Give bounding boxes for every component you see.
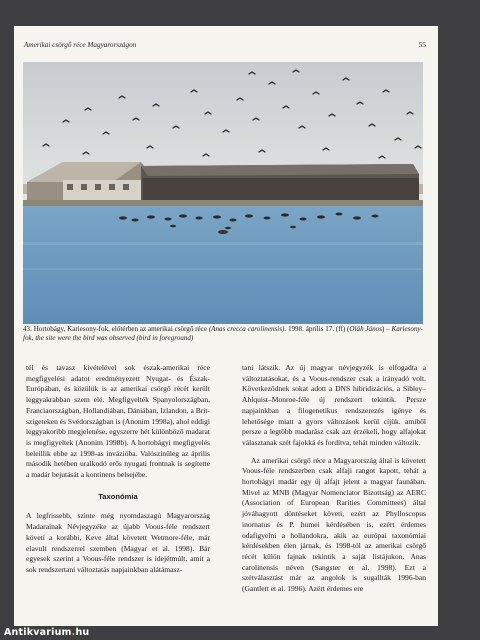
watermark-part-2: hu	[75, 627, 90, 638]
left-paragraph-2: A legfrissebb, szinte még nyomdaszagú Magyarország Madarainak Névjegyzéke az újabb Voous-féle rendszert követi a korábbi, Keve által követett Wetmore-féle, már elavult rendszerrel szemben (Magyar et al. 1998). Bár egyesek szerint a Voous-féle rendszer is idejétmúlt, amit a sok rendszertani változtatás napjainkban alátámasz-	[26, 511, 210, 574]
caption-hu-text: Hortobágy, Kariesony-fok, előtérben az amerikai csörgő réce	[33, 325, 207, 333]
caption-hu-species: (Anas crecca carolinensis)	[208, 325, 285, 333]
book-page	[14, 26, 438, 626]
watermark-part-1: Antikvarium	[4, 627, 72, 638]
running-head	[24, 40, 426, 49]
caption-hu-photographer: Oláh János	[349, 325, 382, 333]
caption-hu-date: . 1998. április 17. (ff)	[284, 325, 346, 333]
running-head-title: Amerikai csörgő réce Magyarországon	[24, 41, 137, 49]
right-paragraph-1: tani látszik. Az új magyar névjegyzék is elfogadta a változtatásokat, és a Voous-rendszer csak a irányadó volt. Következődnek sokat adott a DNS hibridizációs, a Sibley–Ahlquist–Monroe-féle új rendszert tekintik. Persze napjainkban a filogenetikus rendszerezés igénye és lehetősége miatt a gyors változások kerül cíjük. amiből persze a legtöbb madarász csak azt érzékeli, hogy alfajokat választanak szét fajokká és fordítva, tehát minden változik.	[242, 363, 426, 447]
watermark-dot: .	[71, 627, 76, 638]
caption-en-text: – Kariesony-fok, the site were the bird was observed (bird in foreground)	[23, 325, 424, 343]
right-paragraph-2: Az amerikai csörgő réce a Magyarország által is követett Voous-féle rendszerben csak alfaji rangot kapott, tehát a hortobágyi madár egy új alfajt jelent a magyar faunában. Mivel az MNB (Magyar Nomenclator Bizottság) az AERC (Association of European Rarities Committees) által jóváhagyott döntéseket követi, ezért az Phylloscopus inornatus és P. humei kérdésében is, ezért érdemes odafigyelni a hollandokra, akik az európai taxonómiai kérdésekben élen járnak, és 1998-tól az amerikai csörgő récét külön fajnak tekintik a saját listájukon, Anas carolinensis néven (Sangster et al. 1998). Ezt a szétválasztást már az angolok is sugallták 1996-ban (Gantlett et al. 1996). Azért érdemes ere	[242, 455, 426, 594]
farm-buildings	[27, 162, 419, 204]
section-heading-taxonomia: Taxonómia	[98, 491, 138, 501]
photo-caption: 43. Hortobágy, Kariesony-fok, előtérben az amerikai csörgő réce (Anas crecca carolinensis). 1998. április 17. (ff) (Oláh János) – Kariesony-fok, the site were the bird was observed (bird in foreground)	[23, 325, 424, 343]
right-column	[242, 363, 426, 595]
site-watermark	[4, 626, 89, 640]
left-paragraph-1: tél és tavasz kivételével sok észak-amerikai réce megfigyelési adatot eredményezett Nyugat- és Észak-Európában, és közülük is az amerikai csörgő récét került leggyakrabban szem elé. Megfigyelték Spanyolországban, Franciaországban, Hollandiában, Dániában, Izlandon, a Brit-szigeteken és Svédországban is (Anonim 1998a), ahol eddigi leggyakoribb megjelenése, egyszerre hét különböző madarat is megfigyeltek (Anonim 1998b). A hortobágyi megfigyelés beleillik ebbe az 1998-as invázióba. Valószínűleg az április második hetében uralkodó erős nyugati frontnak is segítette a madár bejutását a kontinens belsejébe.	[26, 363, 211, 480]
page-number: 55	[418, 40, 426, 49]
caption-number: 43.	[23, 325, 32, 333]
duck-flock-photo	[23, 62, 423, 324]
lake	[23, 206, 423, 324]
left-column	[26, 363, 210, 576]
